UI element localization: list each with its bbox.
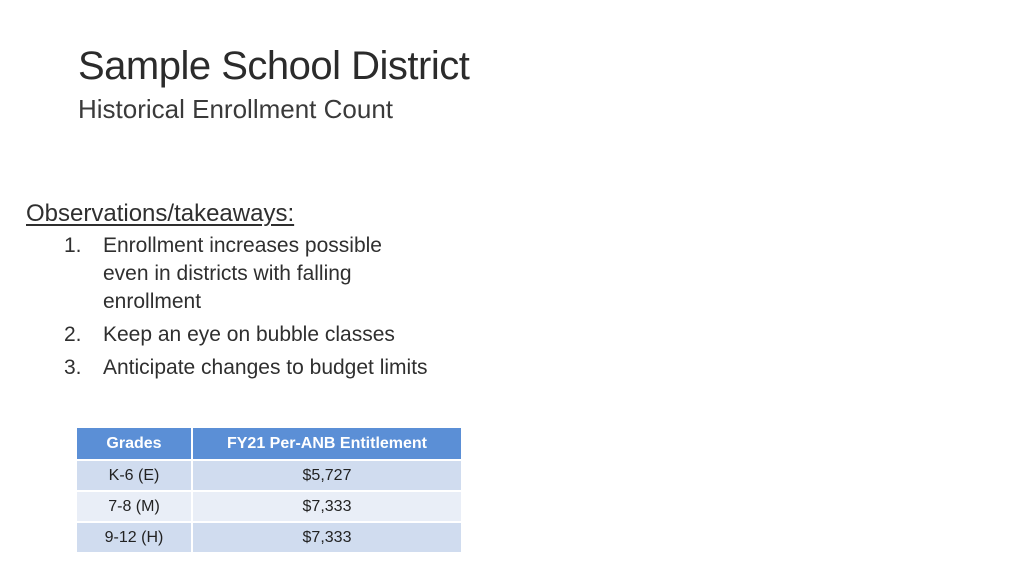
observation-item (26, 232, 446, 316)
table-row (77, 491, 461, 522)
observation-number: 3. (64, 356, 82, 379)
observation-item (26, 321, 446, 349)
entitlement-cell: $7,333 (192, 491, 461, 522)
entitlement-cell: $7,333 (192, 522, 461, 552)
observation-item (26, 354, 446, 382)
grades-cell: 9-12 (H) (77, 522, 192, 552)
table-header-row (77, 428, 461, 460)
column-header-grades: Grades (77, 428, 192, 460)
title-block (78, 40, 469, 126)
table-row (77, 460, 461, 491)
page-subtitle: Historical Enrollment Count (78, 94, 394, 124)
observations-list (26, 232, 446, 382)
observation-number: 1. (64, 234, 82, 257)
observation-text: Enrollment increases possible even in districts with falling enrollment (103, 234, 382, 313)
observations-heading: Observations/takeaways: (26, 200, 295, 227)
entitlement-cell: $5,727 (192, 460, 461, 491)
table-row (77, 522, 461, 552)
observation-text: Keep an eye on bubble classes (103, 323, 395, 346)
page-title: Sample School District (78, 44, 470, 88)
grades-cell: K-6 (E) (77, 460, 192, 491)
observation-text: Anticipate changes to budget limits (103, 356, 428, 379)
column-header-entitlement: FY21 Per-ANB Entitlement (192, 428, 461, 460)
observations-section (26, 198, 446, 387)
grades-cell: 7-8 (M) (77, 491, 192, 522)
entitlement-table (77, 428, 461, 552)
observation-number: 2. (64, 323, 82, 346)
